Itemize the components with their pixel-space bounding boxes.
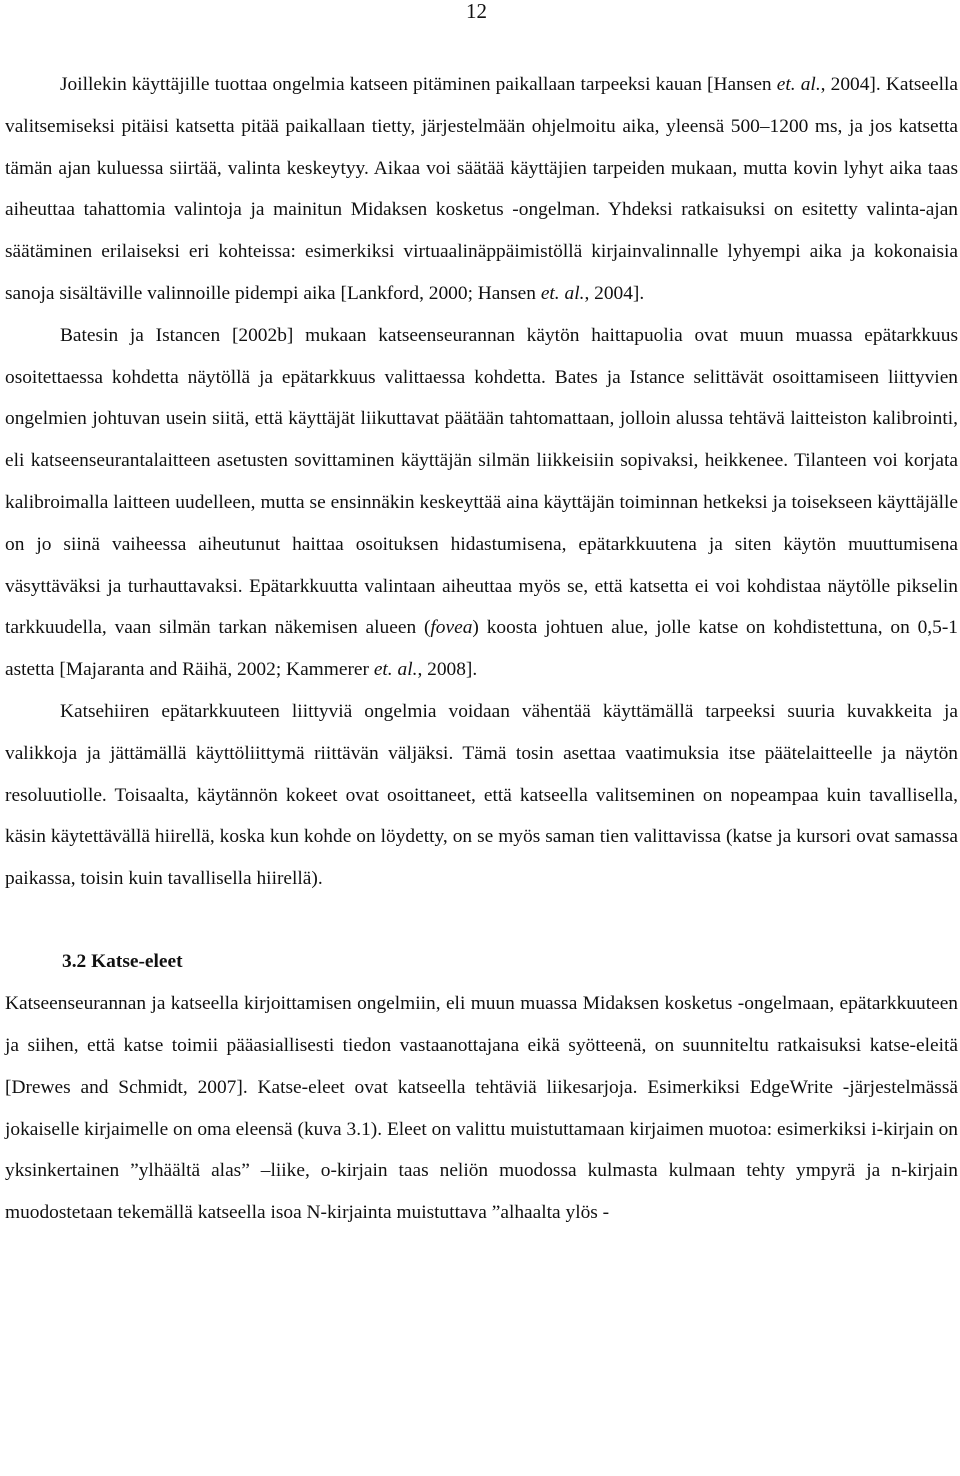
paragraph-inaccuracy [5, 315, 958, 691]
text-segment: ) koosta johtuen alue, jolle katse on kohdistettuna, on 0,5-1 astetta [Majaranta and Räihä, 2002; Kammerer [5, 617, 958, 681]
section-heading: 3.2 Katse-eleet [62, 951, 183, 973]
page-number: 12 [466, 0, 487, 23]
term-fovea: fovea [430, 617, 473, 639]
document-body [5, 64, 958, 1234]
citation-etal: et. al. [373, 659, 418, 681]
text-segment: , 2004]. [584, 282, 645, 304]
text-segment: , 2008]. [417, 659, 478, 681]
paragraph-gaze-mouse [5, 691, 958, 900]
text-segment: Joillekin käyttäjille tuottaa ongelmia katseen pitäminen paikallaan tarpeeksi kauan [Hansen [60, 74, 777, 95]
citation-etal: et. al. [776, 74, 821, 95]
paragraph-dwell-time [5, 64, 958, 315]
paragraph-gaze-gestures: Katseenseurannan ja katseella kirjoittamisen ongelmiin, eli muun muassa Midaksen kosketus -ongelmaan, epätarkkuuteen ja siihen, että katse toimii pääasiallisesti tiedon vastaanottajana eikä syötteenä, on suunniteltu ratkaisuksi katse-eleitä [Drewes and Schmidt, 2007]. Katse-eleet ovat katseella tehtäviä liikesarjoja. Esimerkiksi EdgeWrite -järjestelmässä jokaiselle kirjaimelle on oma eleensä (kuva 3.1). Eleet on valittu muistuttamaan kirjaimen muotoa: esimerkiksi i-kirjain on yksinkertainen ”ylhäältä alas” –liike, o-kirjain taas neliön muodossa kulmasta kulmaan tehty ympyrä ja n-kirjain muodostetaan tekemällä katseella isoa N-kirjainta muistuttava ”alhaalta ylös - [5, 993, 958, 1224]
text-segment: Katsehiiren epätarkkuuteen liittyviä ongelmia voidaan vähentää käyttämällä tarpeeksi suuria kuvakkeita ja valikkoja ja jättämällä käyttöliittymä riittävän väljäksi. Tämä tosin asettaa vaatimuksia itse päätelaitteelle ja näytön resoluutiolle. Toisaalta, käytännön kokeet ovat osoittaneet, että katseella valitseminen on nopeampaa kuin tavallisella, käsin käytettävällä hiirellä, koska kun kohde on löydetty, on se myös saman tien valittavissa (katse ja kursori ovat samassa paikassa, toisin kuin tavallisella hiirellä). [5, 700, 958, 890]
citation-etal: et. al. [540, 282, 585, 304]
text-segment: , 2004]. Katseella valitsemiseksi pitäisi katsetta pitää paikallaan tietty, järjestelmään ohjelmoitu aika, yleensä 500–1200 ms, ja jos katsetta tämän ajan kuluessa siirtää, valinta keskeytyy. Aikaa voi säätää käyttäjien tarpeiden mukaan, mutta kovin lyhyt aika taas aiheuttaa tahattomia valintoja ja mainitun Midaksen kosketus -ongelman. Yhdeksi ratkaisuksi on esitetty valinta-ajan säätäminen erilaiseksi eri kohteissa: esimerkiksi virtuaalinäppäimistöllä kirjainvalinnalle lyhyempi aika ja kokonaisia sanoja sisältäville valinnoille pidempi aika [Lankford, 2000; Hansen [5, 74, 958, 304]
text-segment: Batesin ja Istancen [2002b] mukaan katseenseurannan käytön haittapuolia ovat muun muassa epätarkkuus osoitettaessa kohdetta näytöllä ja epätarkkuus valittaessa kohdetta. Bates ja Istance selittävät osoittamiseen liittyvien ongelmien johtuvan usein siitä, että käyttäjät liikuttavat päätään tahtomattaan, jolloin alussa tehtävä laitteiston kalibrointi, eli katseenseurantalaitteen asetusten sovittaminen käyttäjän silmän liikkeisiin sopivaksi, heikkenee. Tilanteen voi korjata kalibroimalla laitteen uudelleen, mutta se ensinnäkin keskeyttää aina käyttäjän toiminnan hetkeksi ja toisekseen käyttäjälle on jo siinä vaiheessa aiheutunut haittaa osoituksen hidastumisena, epätarkkuutena ja siten käytön muuttumisena väsyttäväksi ja turhauttavaksi. Epätarkkuutta valintaan aiheuttaa myös se, että katsetta ei voi kohdistaa näytölle pikselin tarkkuudella, vaan silmän tarkan näkemisen alueen ( [5, 324, 958, 639]
